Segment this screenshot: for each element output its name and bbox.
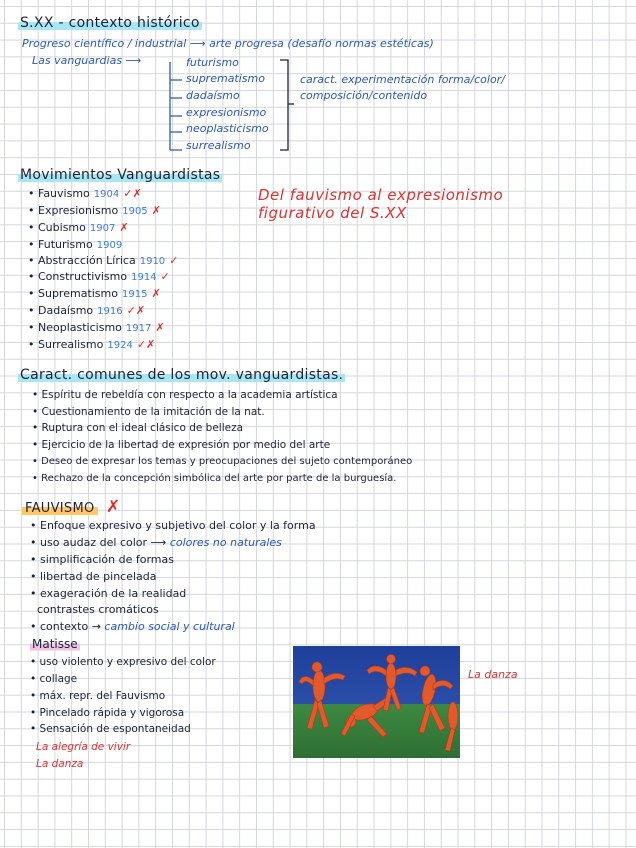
list-item: dadaísmo <box>186 89 240 102</box>
movement-item: • Dadaísmo 1916 ✓✗ <box>28 304 146 317</box>
list-item: • Ruptura con el ideal clásico de belleza <box>32 422 244 434</box>
matisse-work-1: La alegría de vivir <box>36 741 131 753</box>
arrow-right-icon: ⟶ <box>189 37 210 50</box>
list-item: • Enfoque expresivo y subjetivo del color y la forma <box>30 519 316 532</box>
side-note-line-2: figurativo del S.XX <box>258 204 407 222</box>
fauvism-title: FAUVISMO ✗ <box>22 500 121 516</box>
list-item: • Rechazo de la concepción simbólica del arte por parte de la burguesía. <box>32 473 397 484</box>
movements-title: Movimientos Vanguardistas <box>20 167 221 183</box>
list-item: • uso violento y expresivo del color <box>30 656 216 668</box>
list-item: neoplasticismo <box>186 122 269 135</box>
arrow-right-icon: ⟶ <box>150 536 167 549</box>
movement-item: • Suprematismo 1915 ✗ <box>28 287 161 300</box>
list-item: • collage <box>30 673 78 685</box>
list-item: • Cuestionamiento de la imitación de la nat. <box>32 406 265 418</box>
side-note-line-1: Del fauvismo al expresionismo <box>258 186 504 204</box>
matisse-title: Matisse <box>32 637 78 651</box>
common-title: Caract. comunes de los mov. vanguardistas. <box>20 367 344 383</box>
list-item: • libertad de pincelada <box>30 570 157 583</box>
painting-caption: La danza <box>468 668 518 681</box>
list-item: • Deseo de expresar los temas y preocupaciones del sujeto contemporáneo <box>32 456 413 467</box>
list-item: contrastes cromáticos <box>37 603 159 616</box>
arrow-right-icon: → <box>91 620 101 633</box>
list-item: • Pincelado rápida y vigorosa <box>30 707 185 719</box>
list-item: • máx. repr. del Fauvismo <box>30 690 166 702</box>
matisse-work-2: La danza <box>36 758 84 770</box>
list-item: expresionismo <box>186 106 267 119</box>
list-item: futurismo <box>186 56 239 69</box>
list-item: • Espíritu de rebeldía con respecto a la academia artística <box>32 389 338 401</box>
movement-item: • Fauvismo 1904 ✓✗ <box>28 187 142 200</box>
list-item: • Ejercicio de la libertad de expresión por medio del arte <box>32 439 331 451</box>
movement-item: • Surrealismo 1924 ✓✗ <box>28 338 156 351</box>
movement-item: • Constructivismo 1914 ✓ <box>28 270 170 283</box>
movement-item: • Neoplasticismo 1917 ✗ <box>28 321 165 334</box>
vanguards-label: Las vanguardias ⟶ <box>32 54 142 67</box>
list-item: • uso audaz del color ⟶ colores no naturales <box>30 536 282 549</box>
list-item: • simplificación de formas <box>30 553 174 566</box>
progress-line: Progreso científico / industrial ⟶ arte progresa (desafío normas estéticas) <box>22 37 434 50</box>
list-item: • Sensación de espontaneidad <box>30 723 191 735</box>
la-danza-painting <box>293 646 460 758</box>
movement-item: • Cubismo 1907 ✗ <box>28 221 129 234</box>
movement-item: • Futurismo 1909 <box>28 238 123 251</box>
list-item: • exageración de la realidad <box>30 587 187 600</box>
movement-item: • Expresionismo 1905 ✗ <box>28 204 161 217</box>
list-item: • contexto → cambio social y cultural <box>30 620 235 633</box>
characteristics-line-1: caract. experimentación forma/color/ <box>300 73 505 86</box>
movement-item: • Abstracción Lírica 1910 ✓ <box>28 254 179 267</box>
context-title: S.XX - contexto histórico <box>20 15 200 31</box>
characteristics-line-2: composición/contenido <box>300 89 428 102</box>
arrow-right-icon: ⟶ <box>125 54 142 67</box>
list-item: suprematismo <box>186 72 265 85</box>
brace-icon <box>278 58 298 152</box>
list-item: surrealismo <box>186 139 251 152</box>
